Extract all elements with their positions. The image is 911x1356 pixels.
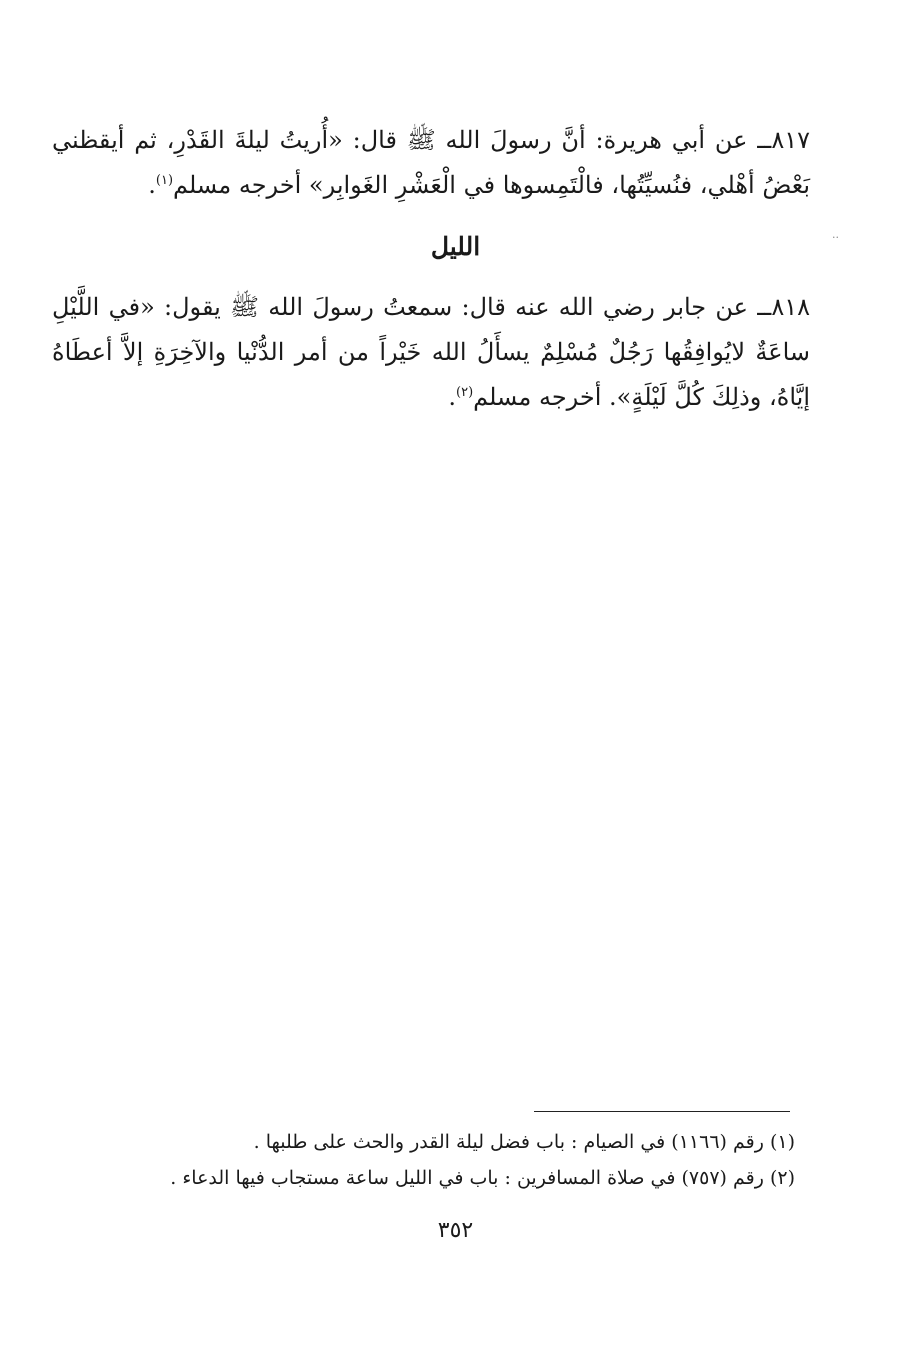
hadith-text: ــ عن أبي هريرة: أنَّ رسولَ الله ﷺ قال: «أُريتُ ليلةَ القَدْرِ، ثم أيقظني بَعْضُ أهْلي، فنُسيِّتُها، فالْتَمِسوها في الْعَشْرِ الغَوابِر» أخرجه مسلم: [52, 126, 810, 199]
page-number: ٣٥٢: [437, 1218, 474, 1243]
footnote-1: (١) رقم (١١٦٦) في الصيام : باب فضل ليلة القدر والحث على طلبها .: [253, 1131, 795, 1153]
section-heading: الليل: [430, 232, 481, 261]
hadith-818: ٨١٨ــ عن جابر رضي الله عنه قال: سمعتُ رسولَ الله ﷺ يقول: «في اللَّيْلِ ساعَةٌ لايُوافِقُها رَجُلٌ مُسْلِمٌ يسأَلُ الله خَيْراً من أمر الدُّنْيا والآخِرَةِ إلاَّ أعطَاهُ إيَّاهُ، وذلِكَ كُلَّ لَيْلَةٍ». أخرجه مسلم$^{(٢)}$.: [52, 293, 810, 411]
hadith-text: ــ عن جابر رضي الله عنه قال: سمعتُ رسولَ الله ﷺ يقول: «في اللَّيْلِ ساعَةٌ لايُوافِقُها رَجُلٌ مُسْلِمٌ يسأَلُ الله خَيْراً من أمر الدُّنْيا والآخِرَةِ إلاَّ أعطَاهُ إيَّاهُ، وذلِكَ كُلَّ لَيْلَةٍ». أخرجه مسلم: [52, 293, 810, 411]
hadith-number: ٨١٧: [771, 126, 810, 154]
hadith-number: ٨١٨: [771, 293, 810, 321]
margin-mark: ..: [832, 228, 839, 241]
footnote-ref: (٢): [456, 385, 474, 400]
footnotes: [60, 1124, 795, 1196]
footnote-ref: (١): [155, 173, 174, 188]
footnote-2: (٢) رقم (٧٥٧) في صلاة المسافرين : باب في الليل ساعة مستجاب فيها الدعاء .: [170, 1167, 795, 1189]
footnote-divider: [534, 1111, 790, 1112]
hadith-817: ٨١٧ــ عن أبي هريرة: أنَّ رسولَ الله ﷺ قال: «أُريتُ ليلةَ القَدْرِ، ثم أيقظني بَعْضُ أهْلي، فنُسيِّتُها، فالْتَمِسوها في الْعَشْرِ الغَوابِر» أخرجه مسلم$^{(١)}$.: [52, 126, 810, 199]
